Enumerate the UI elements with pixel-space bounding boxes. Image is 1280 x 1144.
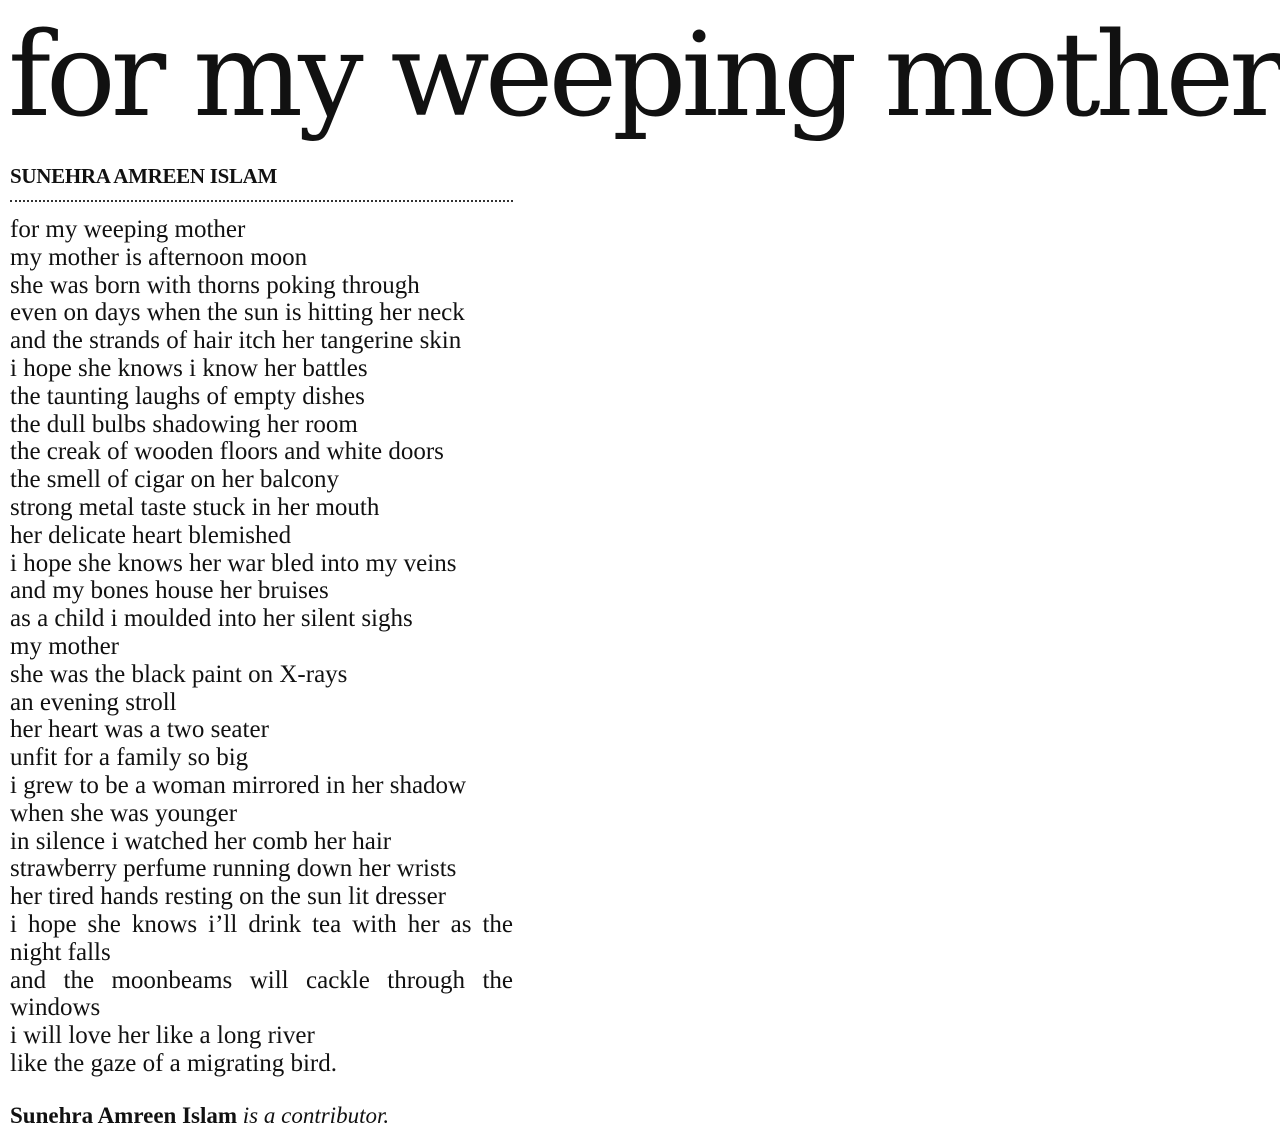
dotted-divider bbox=[10, 200, 513, 202]
author-bio-text: is a contributor. bbox=[237, 1103, 390, 1128]
poem-line: in silence i watched her comb her hair bbox=[10, 827, 392, 855]
poem-line: i hope she knows i’ll drink tea with her as the night falls bbox=[10, 910, 513, 966]
poem-line: and the strands of hair itch her tangerine skin bbox=[10, 327, 462, 355]
author-bio bbox=[10, 1101, 389, 1131]
poem-line: strong metal taste stuck in her mouth bbox=[10, 493, 380, 521]
poem-line: she was the black paint on X-rays bbox=[10, 660, 348, 688]
poem-line: the taunting laughs of empty dishes bbox=[10, 382, 365, 410]
poem-line: her tired hands resting on the sun lit dresser bbox=[10, 883, 447, 911]
poem-line: the creak of wooden floors and white doors bbox=[10, 438, 444, 466]
poem-line: and my bones house her bruises bbox=[10, 577, 329, 605]
poem-line: i hope she knows i know her battles bbox=[10, 354, 368, 382]
poem-line: unfit for a family so big bbox=[10, 744, 249, 772]
poem-line: i hope she knows her war bled into my veins bbox=[10, 549, 457, 577]
poem-line: the dull bulbs shadowing her room bbox=[10, 410, 358, 438]
poem-line: my mother bbox=[10, 632, 120, 660]
author-bio-name: Sunehra Amreen Islam bbox=[10, 1103, 238, 1128]
poem-line: and the moonbeams will cackle through the windows bbox=[10, 966, 513, 1022]
poem-line: an evening stroll bbox=[10, 688, 177, 716]
poem-line: her heart was a two seater bbox=[10, 716, 269, 744]
author-byline: SUNEHRA AMREEN ISLAM bbox=[10, 164, 278, 188]
poem-line: i will love her like a long river bbox=[10, 1022, 315, 1050]
poem-line: my mother is afternoon moon bbox=[10, 243, 308, 271]
poem-line: the smell of cigar on her balcony bbox=[10, 466, 340, 494]
poem-line: as a child i moulded into her silent sighs bbox=[10, 605, 413, 633]
poem-line: even on days when the sun is hitting her neck bbox=[10, 299, 465, 327]
poem-line: strawberry perfume running down her wrists bbox=[10, 855, 457, 883]
poem-line: when she was younger bbox=[10, 799, 238, 827]
article-title: for my weeping mother bbox=[8, 8, 1280, 143]
poem-line: she was born with thorns poking through bbox=[10, 271, 420, 299]
poem-line: like the gaze of a migrating bird. bbox=[10, 1049, 337, 1077]
poem-line: i grew to be a woman mirrored in her shadow bbox=[10, 771, 467, 799]
poem-line: her delicate heart blemished bbox=[10, 521, 292, 549]
poem-body bbox=[10, 216, 513, 1078]
poem-line: for my weeping mother bbox=[10, 216, 246, 243]
